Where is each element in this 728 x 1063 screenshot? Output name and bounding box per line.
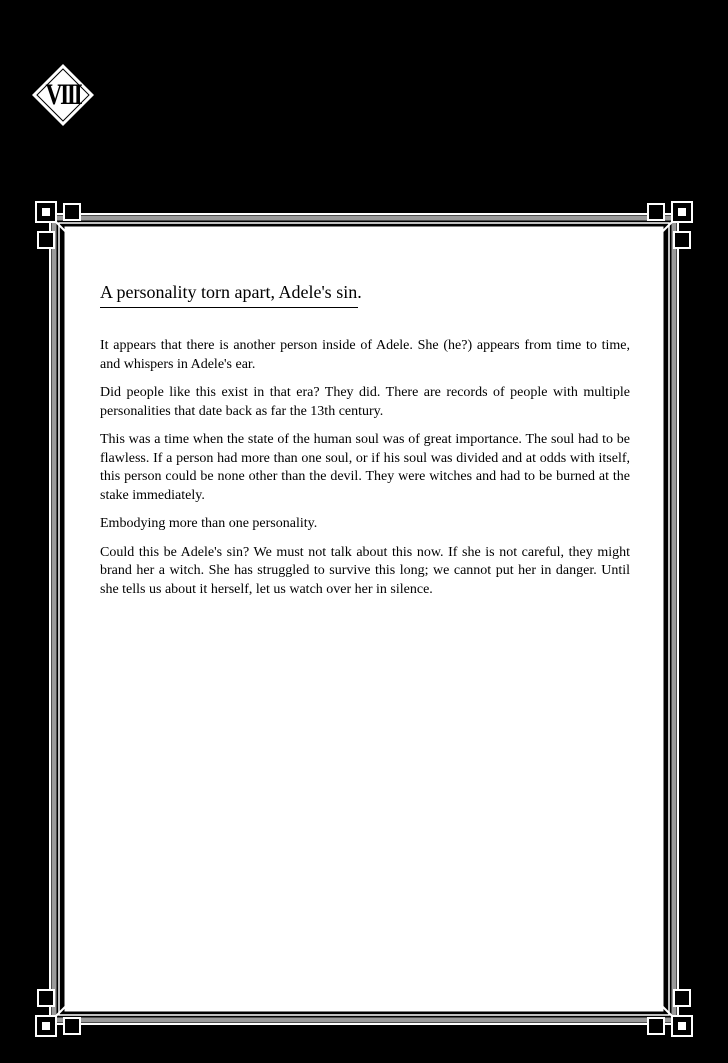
chapter-numeral: VIII: [45, 78, 81, 111]
paragraph: Embodying more than one personality.: [100, 516, 318, 531]
article-content: [100, 280, 630, 609]
paragraph-list: [100, 337, 630, 599]
section-heading: A personality torn apart, Adele's sin.: [100, 280, 358, 308]
paragraph: This was a time when the state of the human soul was of great importance. The soul had to be flawless. If a person had more than one soul, or if his soul was divided and at odds with itself, this person could be none other than the devil. They were witches and had to be burned at the stake immediately.: [100, 432, 630, 503]
paragraph: Could this be Adele's sin? We must not talk about this now. If she is not careful, they might brand her a witch. She has struggled to survive this long; we cannot put her in danger. Until she tells us about it herself, let us watch over her in silence.: [100, 544, 630, 597]
paragraph: It appears that there is another person inside of Adele. She (he?) appears from time to time, and whispers in Adele's ear.: [100, 338, 630, 372]
paragraph: Did people like this exist in that era? They did. There are records of people with multiple personalities that date back as far the 13th century.: [100, 385, 630, 419]
chapter-badge: [31, 63, 95, 127]
